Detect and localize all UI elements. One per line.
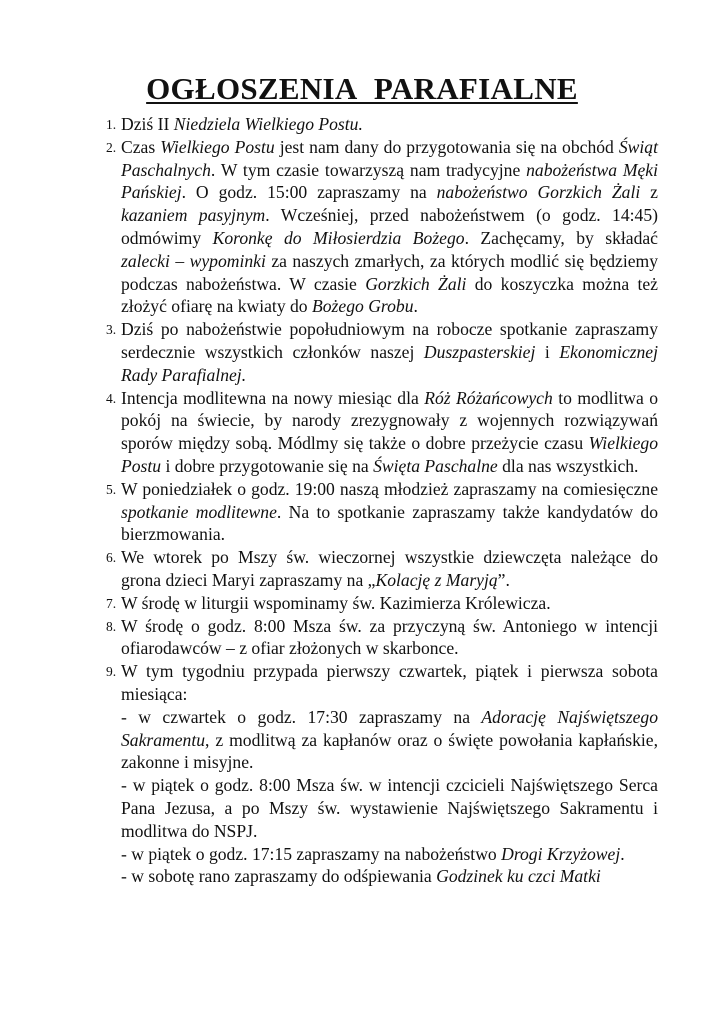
emphasized-text: Wielkiego Postu xyxy=(160,136,275,157)
item-number: 2. xyxy=(106,139,117,155)
item-number: 5. xyxy=(106,481,117,497)
text-run: - w sobotę rano zapraszamy do odśpiewania xyxy=(121,866,437,887)
emphasized-text: Koronkę do Miłosierdzia Bożego xyxy=(212,227,465,248)
emphasized-text: Kolację z Maryją xyxy=(375,569,498,590)
emphasized-text: Niedziela Wielkiego Postu. xyxy=(173,114,363,134)
text-run: W środę o godz. 8:00 Msza św. za przyczyną św. Antoniego w intencji ofiarodawców – z ofiar złożonych w skarbonce. xyxy=(121,615,658,659)
item-text xyxy=(121,388,658,476)
text-run: - w czwartek o godz. 17:30 zapraszamy na xyxy=(121,706,482,727)
text-run: za naszych zmarłych, za których modlić się będziemy podczas nabożeństwa. W czasie xyxy=(121,250,658,294)
text-run: jest nam dany do przygotowania się na obchód xyxy=(274,136,619,157)
emphasized-text: Adorację Najświętszego Sakramentu xyxy=(121,706,659,750)
announcement-item xyxy=(106,318,659,386)
emphasized-text: kazaniem pasyjnym xyxy=(121,205,266,226)
emphasized-text: Święta Paschalne xyxy=(373,455,498,476)
emphasized-text: Gorzkich Żali xyxy=(365,273,467,294)
item-text xyxy=(121,479,658,545)
text-run: i xyxy=(535,341,560,362)
item-number: 1. xyxy=(106,117,117,132)
emphasized-text: zalecki – wypominki xyxy=(121,250,266,271)
item-text xyxy=(121,319,658,385)
emphasized-text: spotkanie modlitewne xyxy=(121,501,277,522)
text-run: . Wcześniej, przed nabożeństwem (o godz. 14:45) odmówimy xyxy=(121,205,658,248)
sub-item xyxy=(121,865,658,888)
announcement-list xyxy=(106,113,659,888)
announcement-item xyxy=(106,478,658,546)
text-run: i dobre przygotowanie się na xyxy=(161,455,374,476)
announcement-item xyxy=(106,660,659,888)
announcement-item xyxy=(106,113,658,136)
text-run: . xyxy=(620,843,625,864)
text-run: . Zachęcamy, by składać xyxy=(464,227,658,248)
item-text xyxy=(121,547,658,590)
text-run: . xyxy=(413,296,418,317)
emphasized-text: nabożeństwa Męki Pańskiej xyxy=(121,159,659,203)
sub-item xyxy=(121,706,658,774)
emphasized-text: nabożeństwo Gorzkich Żali xyxy=(436,182,641,203)
sub-item xyxy=(121,843,658,866)
text-run: - w piątek o godz. 17:15 zapraszamy na nabożeństwo xyxy=(121,843,502,864)
text-run: - w piątek o godz. 8:00 Msza św. w intencji czcicieli Najświętszego Serca Pana Jezusa, a po Mszy św. wystawienie Najświętszego Sakramentu i modlitwa do NSPJ. xyxy=(121,775,658,841)
emphasized-text: Świąt Paschalnych xyxy=(121,136,658,180)
text-run: Intencja modlitewna na nowy miesiąc dla xyxy=(121,387,425,408)
item-text xyxy=(121,616,658,659)
text-run: z xyxy=(640,182,658,203)
text-run: dla nas wszystkich. xyxy=(497,455,639,476)
text-run: W tym tygodniu przypada pierwszy czwartek, piątek i pierwsza sobota miesiąca: xyxy=(121,661,658,704)
text-run: . W tym czasie towarzyszą nam tradycyjne xyxy=(210,159,527,180)
item-number: 6. xyxy=(106,550,117,566)
item-number: 4. xyxy=(106,390,117,406)
text-run: , z modlitwą za kapłanów oraz o święte powołania kapłańskie, zakonne i misyjne. xyxy=(121,729,658,773)
announcement-item xyxy=(106,592,658,615)
item-number: 9. xyxy=(106,664,117,680)
item-text xyxy=(121,593,551,613)
text-run: ”. xyxy=(497,569,510,590)
text-run: W środę w liturgii wspominamy św. Kazimierza Królewicza. xyxy=(121,592,551,613)
item-text xyxy=(121,137,658,317)
announcement-item xyxy=(106,387,659,478)
text-run: Dziś po nabożeństwie popołudniowym na robocze spotkanie zapraszamy serdecznie wszystkich członków naszej xyxy=(121,319,658,362)
announcement-item xyxy=(106,546,658,592)
emphasized-text: Ekonomicznej Rady Parafialnej. xyxy=(121,341,659,385)
emphasized-text: Wielkiego Postu xyxy=(121,433,658,476)
page-title-text: OGŁOSZENIA PARAFIALNE xyxy=(146,71,578,106)
page-title xyxy=(0,72,724,106)
text-run: Dziś II xyxy=(121,114,174,134)
text-run: do koszyczka można też złożyć ofiarę na kwiaty do xyxy=(121,273,658,317)
emphasized-text: Bożego Grobu xyxy=(312,296,414,317)
item-number: 7. xyxy=(106,595,117,611)
text-run: Czas xyxy=(121,136,161,157)
sub-item xyxy=(121,774,658,842)
text-run: . Na to spotkanie zapraszamy także kandydatów do bierzmowania. xyxy=(121,501,658,545)
text-run: . O godz. 15:00 zapraszamy na xyxy=(181,182,437,203)
text-run: We wtorek po Mszy św. wieczornej wszystkie dziewczęta należące do grona dzieci Maryi zapraszamy na „ xyxy=(121,547,658,590)
item-number: 3. xyxy=(106,322,117,338)
text-run: to modlitwa o pokój na świecie, by narody zrezygnowały z wojennych rozwiązywań sporów między sobą. Módlmy się także o dobre przeżycie czasu xyxy=(121,387,659,454)
emphasized-text: Godzinek ku czci Matki xyxy=(436,866,601,887)
text-run: W poniedziałek o godz. 19:00 naszą młodzież zapraszamy na comiesięczne xyxy=(121,478,658,499)
emphasized-text: Drogi Krzyżowej xyxy=(501,843,621,864)
announcement-item xyxy=(106,615,658,661)
emphasized-text: Róż Różańcowych xyxy=(424,387,553,408)
item-text xyxy=(121,114,363,134)
announcement-item xyxy=(106,136,659,318)
emphasized-text: Duszpasterskiej xyxy=(423,341,536,362)
item-text xyxy=(121,661,658,704)
item-number: 8. xyxy=(106,618,117,634)
